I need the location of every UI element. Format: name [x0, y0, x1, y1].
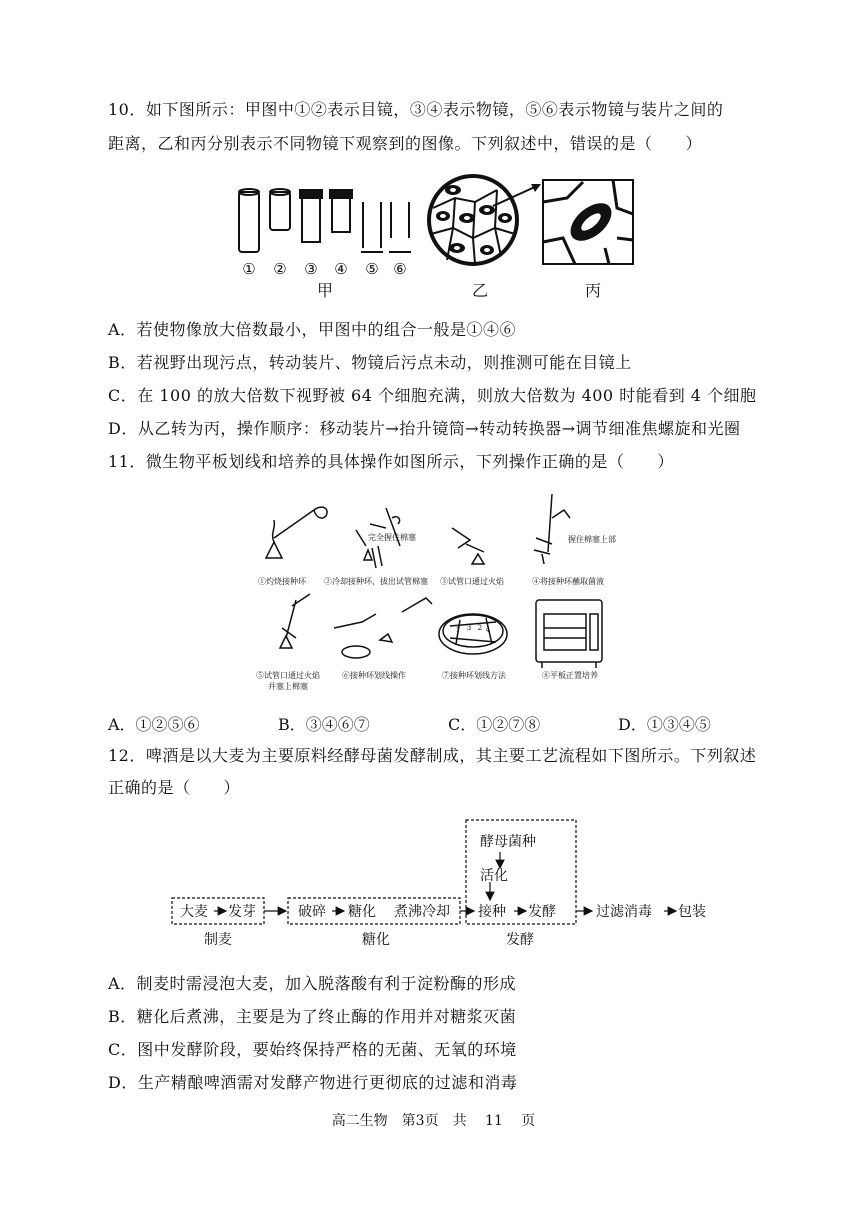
q12-option-c: C．图中发酵阶段，要始终保持严格的无菌、无氧的环境	[108, 1040, 517, 1059]
flow-barley: 大麦	[180, 904, 208, 920]
q11-option-d: D．①③④⑤	[618, 715, 711, 734]
num-5: ⑤	[365, 260, 379, 278]
plate-number-3: 3	[466, 624, 472, 632]
view-yi	[429, 176, 517, 264]
num-4: ④	[334, 260, 348, 278]
objective-4	[330, 190, 352, 232]
step2-label: ②冷却接种环，拔出试管棉塞	[324, 577, 428, 586]
distance-5	[361, 202, 383, 252]
q11-option-b: B．③④⑥⑦	[278, 715, 370, 734]
step5-label-line1: ⑤试管口通过火焰	[256, 671, 320, 680]
q12-option-d: D．生产精酿啤酒需对发酵产物进行更彻底的过滤和消毒	[108, 1073, 518, 1092]
label-yi: 乙	[471, 281, 489, 300]
q10-option-c: C．在 100 的放大倍数下视野被 64 个细胞充满，则放大倍数为 400 时能看到 4 个细胞	[108, 386, 757, 405]
num-3: ③	[304, 260, 318, 278]
q11-option-a: A．①②⑤⑥	[108, 715, 200, 734]
stage-tanghua: 糖化	[362, 932, 390, 948]
note-cotton-top: 握住棉塞上部	[568, 535, 616, 544]
q12-flow-diagram	[168, 818, 708, 952]
step8-illustration	[536, 600, 602, 668]
q12-stem-line1: 12．啤酒是以大麦为主要原料经酵母菌发酵制成，其主要工艺流程如下图所示。下列叙述	[108, 746, 757, 765]
step7-label: ⑦接种环划线方法	[442, 671, 506, 680]
step6-label: ⑥接种环划线操作	[342, 671, 406, 680]
distance-6	[389, 202, 411, 252]
q12-option-a: A．制麦时需浸泡大麦，加入脱落酸有利于淀粉酶的形成	[108, 974, 517, 993]
objective-3	[300, 190, 322, 242]
step1-label: ①灼烧接种环	[258, 577, 306, 586]
step5-illustration	[280, 594, 310, 648]
page-footer: 高二生物 第3页 共 11 页	[331, 1113, 536, 1129]
label-bing: 丙	[584, 281, 602, 300]
q11-option-c: C．①②⑦⑧	[448, 715, 541, 734]
flow-germinate: 发芽	[228, 904, 256, 920]
step1-illustration	[266, 507, 327, 558]
flow-ferment: 发酵	[528, 904, 556, 920]
num-2: ②	[273, 260, 287, 278]
q11-options	[108, 712, 788, 732]
plate-number-2: 2	[477, 624, 483, 632]
step5-label-line2: 并塞上棉塞	[268, 682, 308, 691]
label-jia: 甲	[316, 281, 334, 300]
flow-saccharify: 糖化	[348, 904, 376, 920]
q10-option-d: D．从乙转为丙，操作顺序：移动装片→抬升镜筒→转动转换器→调节细准焦螺旋和光圈	[108, 419, 741, 438]
stage-fajiao: 发酵	[506, 932, 534, 948]
view-bing	[543, 180, 633, 264]
flow-crush: 破碎	[298, 904, 326, 920]
plate-number-4: 4	[485, 626, 491, 634]
num-6: ⑥	[393, 260, 407, 278]
step3-label: ③试管口通过火焰	[440, 577, 504, 586]
stage-zhimai: 制麦	[204, 932, 232, 948]
step7-illustration	[439, 614, 507, 654]
plate-number-1: 1	[455, 626, 461, 634]
step4-label: ④将接种环蘸取菌液	[532, 577, 604, 586]
note-cotton-full: 完全握住棉塞	[368, 533, 416, 542]
q10-stem-line1: 10．如下图所示：甲图中①②表示目镜，③④表示物镜，⑤⑥表示物镜与装片之间的	[108, 100, 724, 119]
step6-illustration	[334, 598, 432, 658]
q10-stem-line2: 距离，乙和丙分别表示不同物镜下观察到的图像。下列叙述中，错误的是（ ）	[108, 134, 703, 153]
num-1: ①	[242, 260, 256, 278]
q10-option-b: B．若视野出现污点，转动装片、物镜后污点未动，则推测可能在目镜上	[108, 353, 632, 372]
flow-activation: 活化	[480, 868, 508, 884]
flow-boil-cool: 煮沸冷却	[394, 904, 450, 920]
q11-figure-streak-plate	[252, 488, 624, 692]
flow-inoculate: 接种	[478, 904, 506, 920]
step4-illustration	[534, 494, 570, 564]
q10-figure-microscope	[225, 168, 645, 300]
q12-stem-line2: 正确的是（ ）	[108, 778, 241, 797]
q11-stem: 11．微生物平板划线和培养的具体操作如图所示，下列操作正确的是（ ）	[108, 452, 674, 471]
step8-label: ⑧平板正置培养	[542, 671, 598, 680]
flow-yeast: 酵母菌种	[480, 834, 536, 850]
q10-option-a: A．若使物像放大倍数最小，甲图中的组合一般是①④⑥	[108, 320, 517, 339]
flow-filter-sterilize: 过滤消毒	[596, 904, 652, 920]
eyepiece-2	[270, 189, 290, 230]
eyepiece-1	[239, 189, 259, 252]
flow-package: 包装	[678, 904, 706, 920]
q12-option-b: B．糖化后煮沸，主要是为了终止酶的作用并对糖浆灭菌	[108, 1007, 517, 1026]
step3-illustration	[452, 528, 484, 564]
